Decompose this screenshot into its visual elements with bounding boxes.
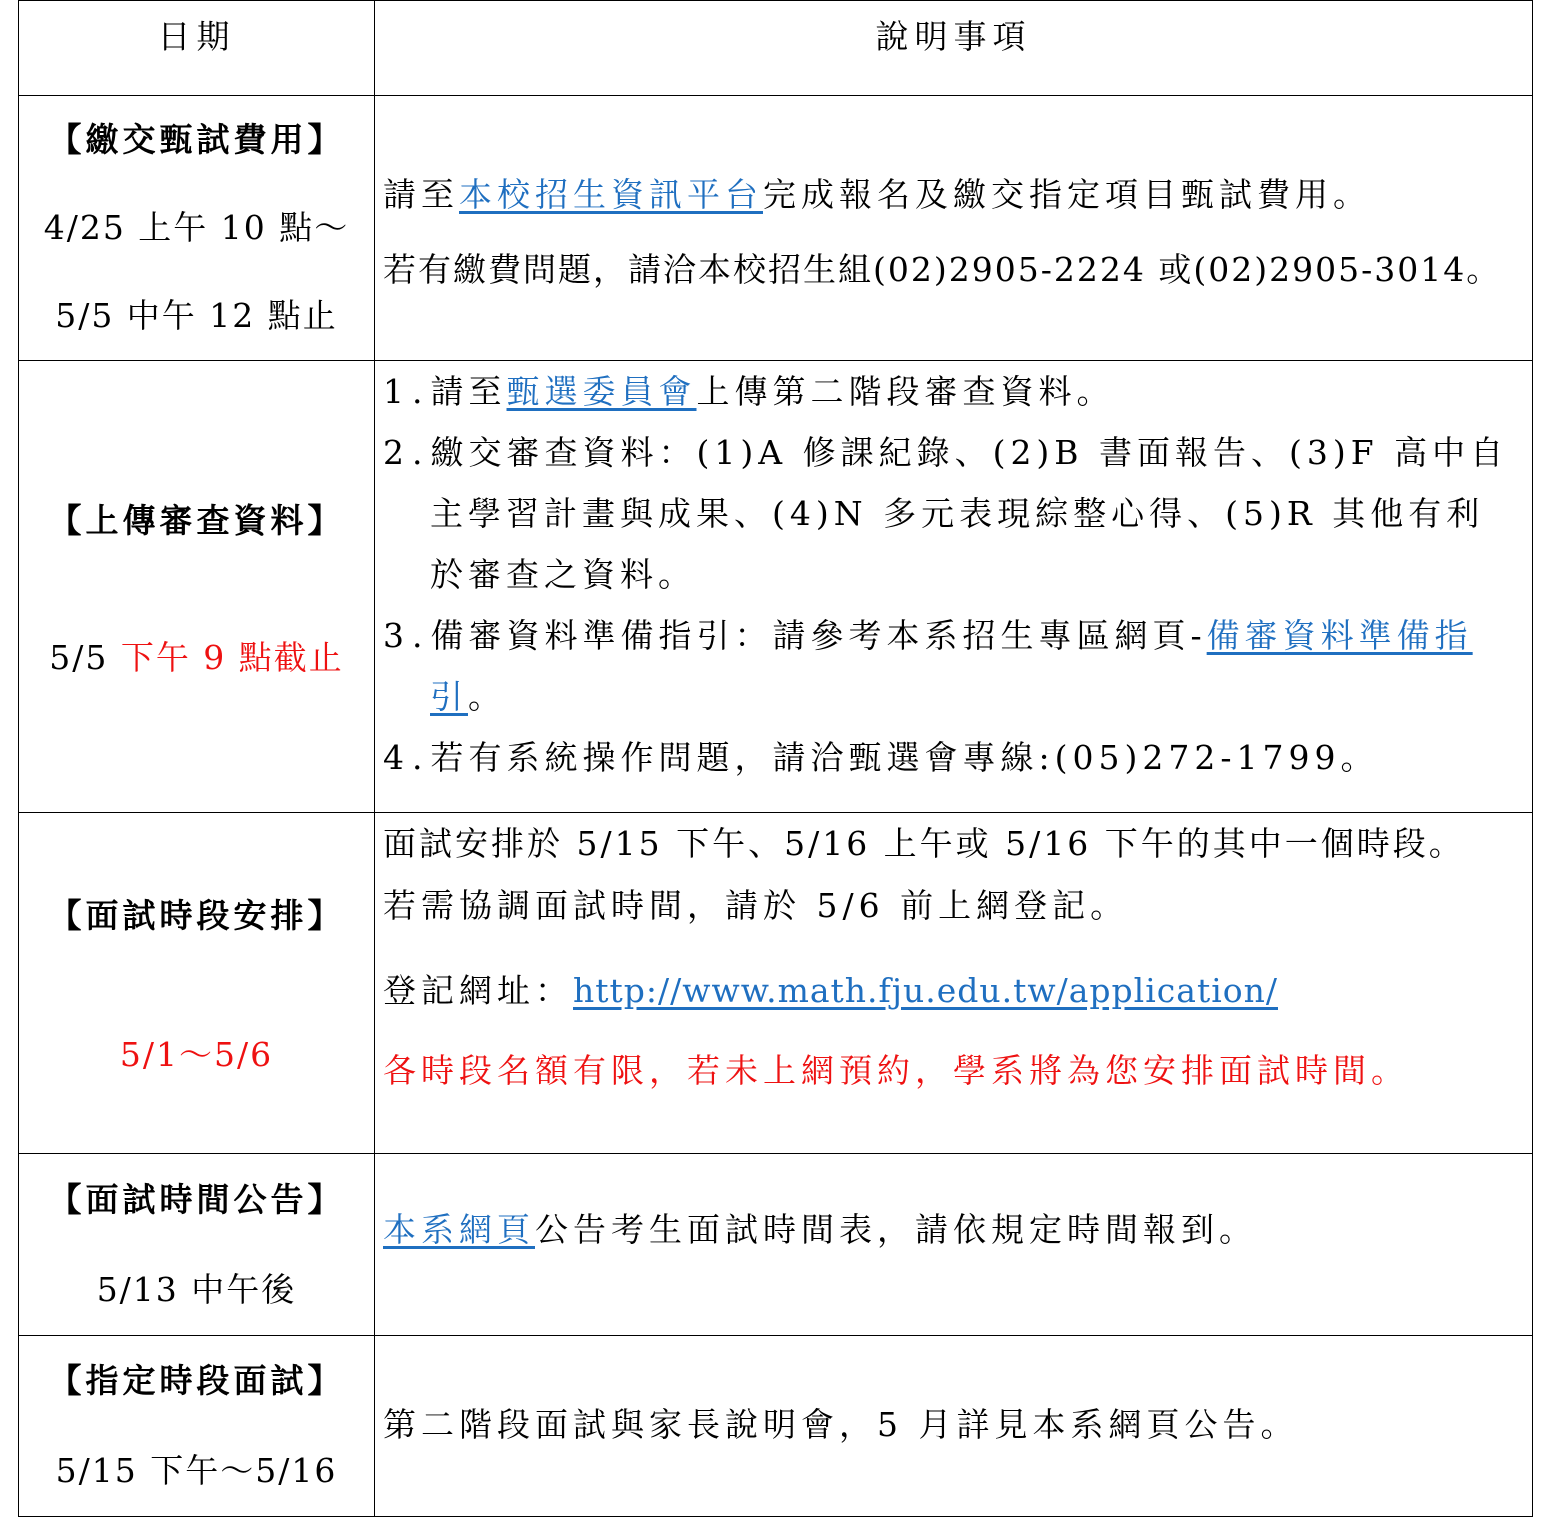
list-item-number: 3.	[383, 616, 431, 655]
list-item-number: 1.	[383, 372, 431, 411]
registration-url-link[interactable]: http://www.math.fju.edu.tw/application/	[573, 971, 1278, 1010]
fee-end-time: 5/5 中午 12 點止	[55, 296, 338, 335]
list-item-3-prefix: 備審資料準備指引：請參考本系招生專區網頁-	[430, 616, 1207, 655]
fee-line-2: 若有繳費問題，請洽本校招生組(02)2905-2224 或(02)2905-3014。	[383, 250, 1502, 289]
upload-title: 【上傳審查資料】	[48, 500, 345, 540]
slot-capacity-note: 各時段名額有限，若未上網預約，學系將為您安排面試時間。	[383, 1051, 1409, 1090]
announce-date-cell	[19, 1154, 375, 1336]
list-item-1-suffix: 上傳第二階段審查資料。	[696, 372, 1115, 411]
interview-line: 第二階段面試與家長說明會，5 月詳見本系網頁公告。	[383, 1404, 1299, 1444]
selection-committee-link[interactable]: 甄選委員會	[506, 372, 697, 411]
list-item-1-prefix: 請至	[430, 372, 507, 411]
upload-deadline-date: 5/5	[49, 637, 121, 677]
announce-line-suffix: 公告考生面試時間表，請依規定時間報到。	[535, 1210, 1257, 1249]
slot-url-line	[383, 951, 1522, 1031]
list-item-4-text: 若有系統操作問題，請洽甄選會專線:(05)272-1799。	[430, 738, 1379, 777]
schedule-table	[18, 0, 1533, 1517]
upload-deadline	[19, 632, 374, 679]
fee-description-cell	[375, 96, 1533, 361]
upload-deadline-time: 下午 9 點截止	[120, 637, 344, 677]
list-item-number: 4.	[383, 738, 431, 777]
upload-description-cell	[375, 361, 1533, 813]
fee-line-1-prefix: 請至	[383, 175, 459, 214]
interview-date-cell	[19, 1336, 375, 1517]
table-row-interview	[19, 1336, 1533, 1517]
slot-title: 【面試時段安排】	[48, 896, 345, 935]
list-item-number: 2.	[383, 433, 431, 472]
table-row-slot	[19, 813, 1533, 1154]
fee-line-1-suffix: 完成報名及繳交指定項目甄試費用。	[763, 175, 1371, 214]
department-webpage-link[interactable]: 本系網頁	[383, 1210, 535, 1249]
announce-date: 5/13 中午後	[96, 1269, 297, 1309]
review-guide-link[interactable]: 備審資料準備指引	[430, 616, 1473, 716]
registration-url-label: 登記網址：	[383, 971, 573, 1010]
table-header-row	[19, 1, 1533, 96]
interview-title: 【指定時段面試】	[48, 1361, 345, 1400]
list-item-2-text: 繳交審查資料：(1)A 修課紀錄、(2)B 書面報告、(3)F 高中自主學習計畫與成果、(4)N 多元表現綜整心得、(5)R 其他有利於審查之資料。	[430, 433, 1509, 594]
table-row-fee	[19, 96, 1533, 361]
interview-date: 5/15 下午～5/16	[55, 1451, 338, 1490]
table-row-announce	[19, 1154, 1533, 1336]
list-item-3-suffix: 。	[468, 677, 506, 716]
slot-description-cell	[375, 813, 1533, 1154]
announce-line	[383, 1204, 1522, 1251]
list-item-3	[383, 605, 1522, 727]
table-row-upload	[19, 361, 1533, 813]
list-item-1	[383, 361, 1522, 422]
admissions-platform-link[interactable]: 本校招生資訊平台	[459, 175, 763, 214]
description-column-header: 說明事項	[375, 1, 1533, 96]
announce-title: 【面試時間公告】	[48, 1179, 345, 1219]
fee-line-1	[383, 157, 1522, 232]
fee-title: 【繳交甄試費用】	[48, 120, 345, 159]
slot-date-range: 5/1～5/6	[119, 1035, 274, 1074]
list-item-2	[383, 422, 1522, 605]
date-column-header: 日期	[19, 1, 375, 96]
interview-description-cell	[375, 1336, 1533, 1517]
slot-line-2: 若需協調面試時間，請於 5/6 前上網登記。	[383, 886, 1129, 925]
upload-date-cell	[19, 361, 375, 813]
slot-date-cell	[19, 813, 375, 1154]
fee-start-time: 4/25 上午 10 點～	[43, 208, 350, 247]
slot-line-1: 面試安排於 5/15 下午、5/16 上午或 5/16 下午的其中一個時段。	[383, 824, 1465, 863]
list-item-4	[383, 727, 1522, 788]
announce-description-cell	[375, 1154, 1533, 1336]
fee-date-cell	[19, 96, 375, 361]
